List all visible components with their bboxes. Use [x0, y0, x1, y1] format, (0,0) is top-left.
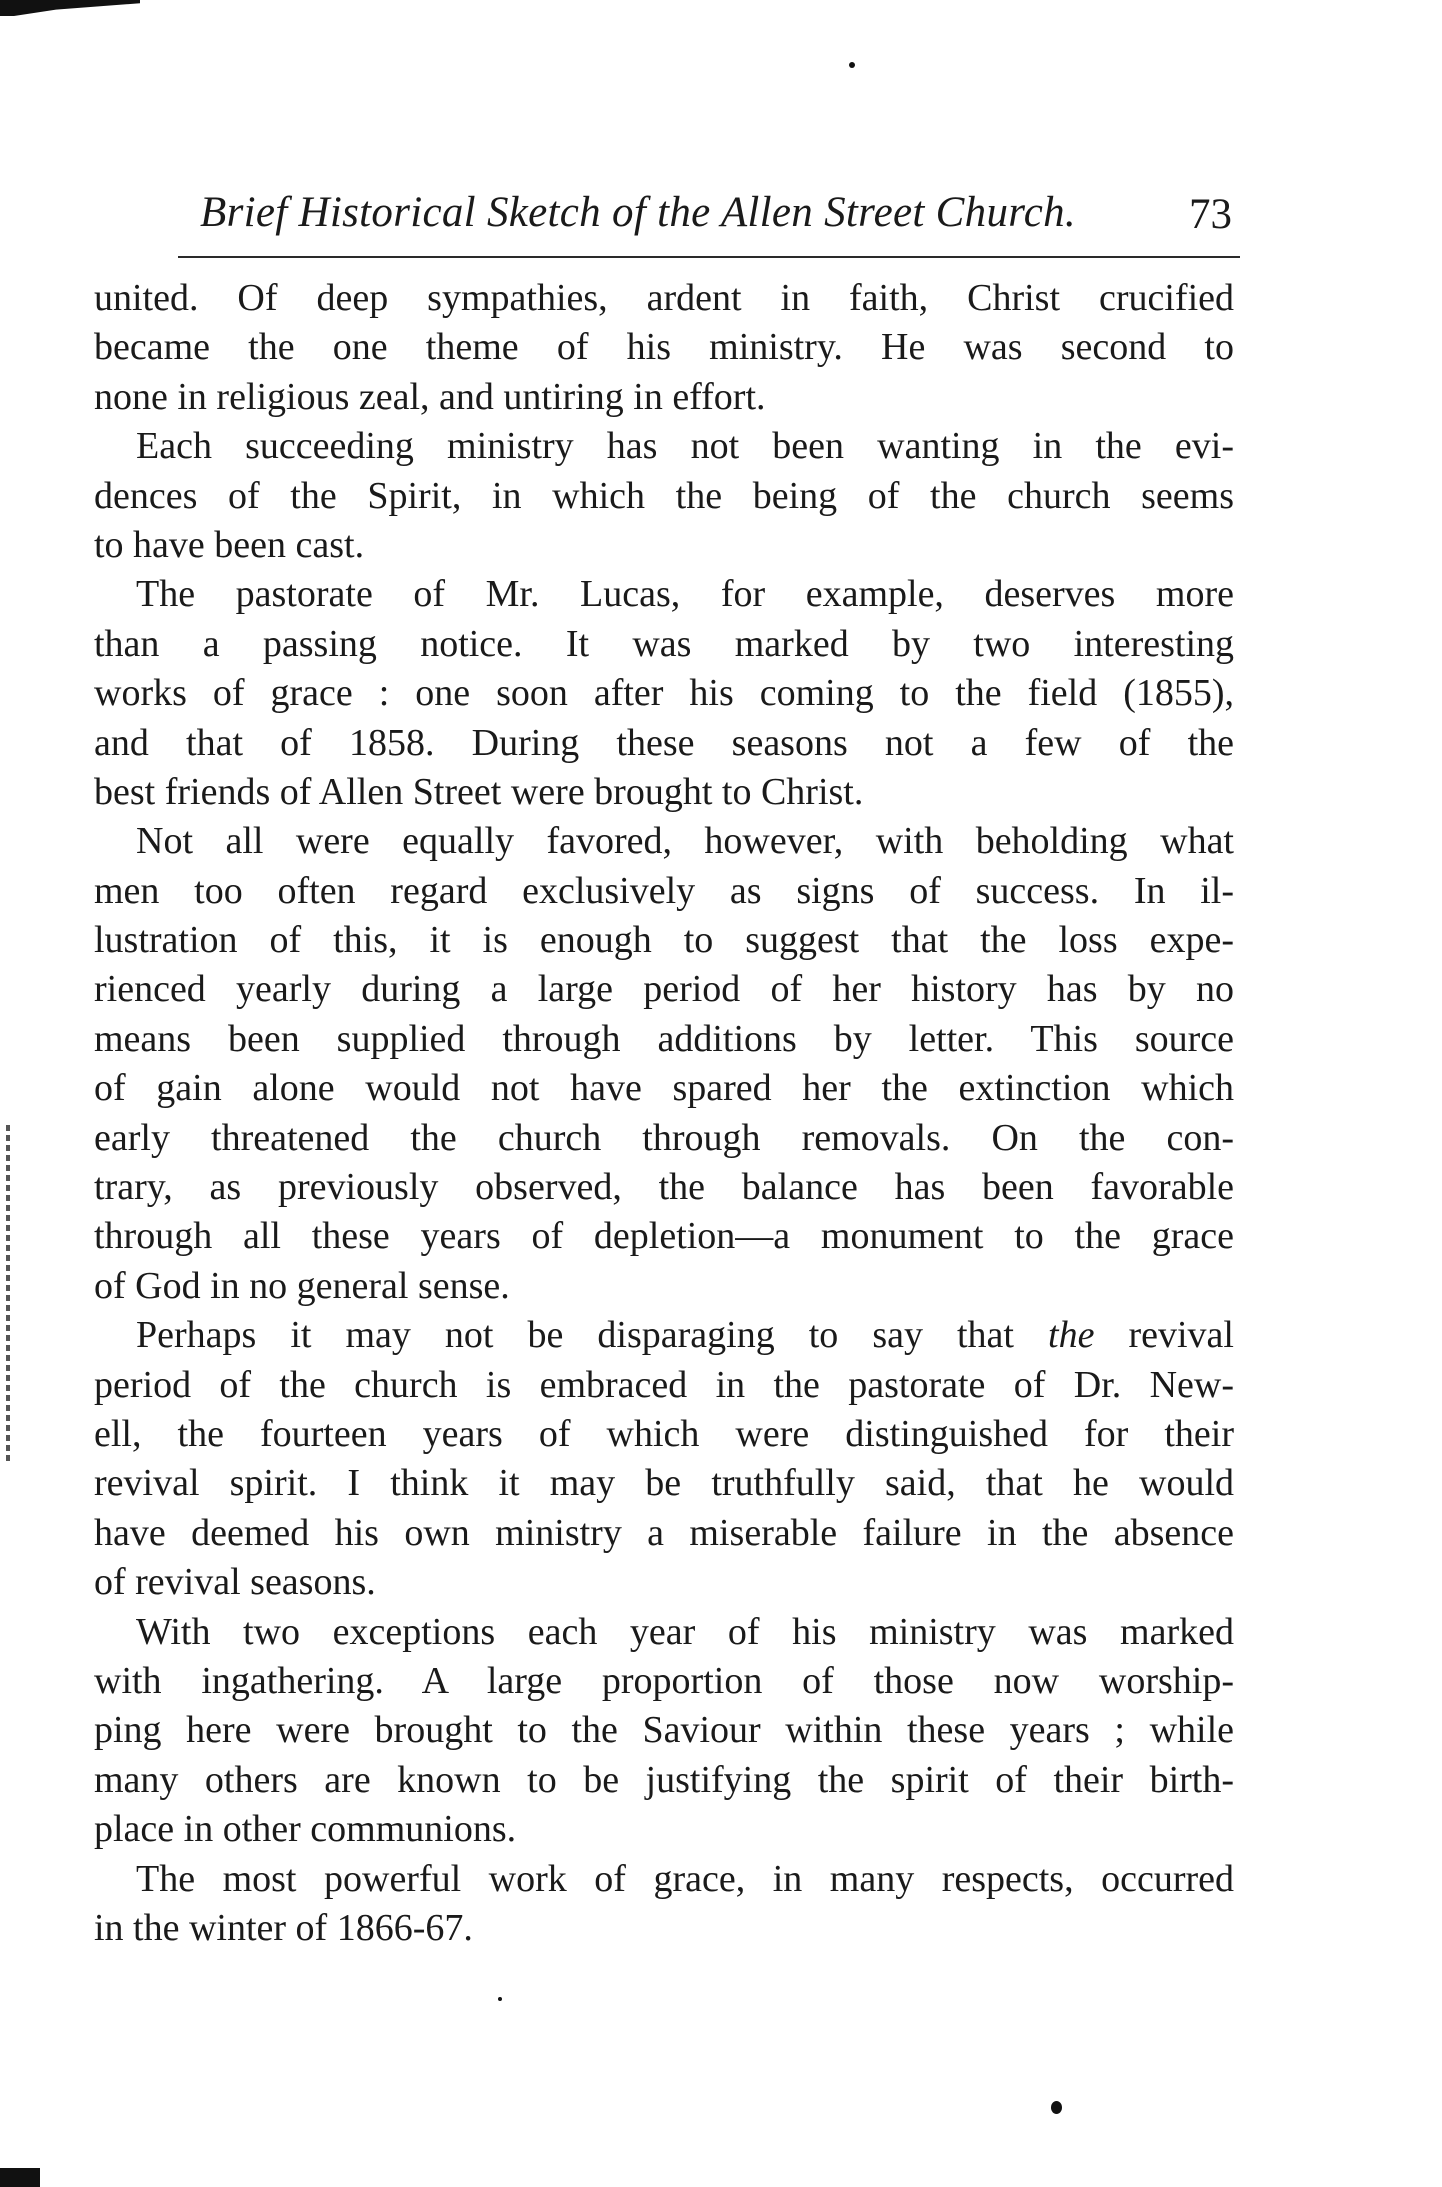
- text-line: The pastorate of Mr. Lucas, for example, deserves more: [136, 573, 1234, 616]
- scan-speck-bottom: [1051, 2101, 1062, 2114]
- text-line: period of the church is embraced in the pastorate of Dr. New-: [94, 1363, 1234, 1406]
- text-line: lustration of this, it is enough to suggest that the loss expe-: [94, 919, 1234, 962]
- text-line: in the winter of 1866-67.: [94, 1906, 473, 1949]
- emphasis: the: [1048, 1314, 1095, 1357]
- paragraph: [94, 1311, 1234, 1607]
- scan-speck-mid: [498, 1997, 502, 2001]
- paragraph: [94, 1608, 1234, 1855]
- body-text: [94, 274, 1234, 1953]
- text-line: many others are known to be justifying the spirit of their birth-: [94, 1758, 1234, 1801]
- text-line: With two exceptions each year of his ministry was marked: [136, 1610, 1234, 1653]
- paragraph: [94, 1855, 1234, 1954]
- page-number: 73: [1189, 191, 1232, 238]
- header-rule: [178, 256, 1240, 258]
- text-line: best friends of Allen Street were brought to Christ.: [94, 770, 864, 813]
- running-title: Brief Historical Sketch of the Allen Street Church.: [200, 189, 1076, 236]
- text-line: trary, as previously observed, the balance has been favorable: [94, 1166, 1234, 1209]
- scan-speck-top: [849, 62, 855, 68]
- text-line: became the one theme of his ministry. He was second to: [94, 326, 1234, 369]
- scan-streak-left: [6, 1125, 10, 1465]
- text-line: of gain alone would not have spared her the extinction which: [94, 1067, 1234, 1110]
- text-line: ell, the fourteen years of which were distinguished for their: [94, 1412, 1234, 1455]
- text-line: revival spirit. I think it may be truthfully said, that he would: [94, 1462, 1234, 1505]
- text-line: and that of 1858. During these seasons not a few of the: [94, 721, 1234, 764]
- paragraph: [94, 817, 1234, 1311]
- text-line: means been supplied through additions by letter. This source: [94, 1017, 1234, 1060]
- text-line: with ingathering. A large proportion of those now worship-: [94, 1659, 1234, 1702]
- text-line: men too often regard exclusively as signs of success. In il-: [94, 869, 1234, 912]
- paragraph: [94, 274, 1234, 422]
- text-line: none in religious zeal, and untiring in effort.: [94, 375, 766, 418]
- text-line: have deemed his own ministry a miserable failure in the absence: [94, 1511, 1234, 1554]
- text-line: Perhaps it may not be disparaging to say that the revival: [136, 1314, 1234, 1357]
- running-head: [200, 188, 1240, 248]
- text-line: early threatened the church through removals. On the con-: [94, 1116, 1234, 1159]
- text-line: of revival seasons.: [94, 1561, 376, 1604]
- paragraph: [94, 570, 1234, 817]
- text-line: than a passing notice. It was marked by two interesting: [94, 622, 1234, 665]
- text-line: to have been cast.: [94, 523, 365, 566]
- text-line: dences of the Spirit, in which the being of the church seems: [94, 474, 1234, 517]
- text-line: united. Of deep sympathies, ardent in faith, Christ crucified: [94, 277, 1234, 319]
- scan-artifact-bottom-left: [0, 2168, 40, 2187]
- text-line: through all these years of depletion—a monument to the grace: [94, 1215, 1234, 1258]
- text-line: rienced yearly during a large period of her history has by no: [94, 968, 1234, 1011]
- text-line: ping here were brought to the Saviour within these years ; while: [94, 1709, 1234, 1752]
- text-line: works of grace : one soon after his coming to the field (1855),: [94, 672, 1234, 715]
- text-line: place in other communions.: [94, 1808, 517, 1851]
- text-line: The most powerful work of grace, in many respects, occurred: [136, 1857, 1234, 1900]
- text-line: Each succeeding ministry has not been wanting in the evi-: [136, 425, 1234, 468]
- paragraph: [94, 422, 1234, 570]
- scan-artifact-top-left: [0, 0, 140, 16]
- text-line: Not all were equally favored, however, with beholding what: [136, 820, 1234, 863]
- text-line: of God in no general sense.: [94, 1264, 510, 1307]
